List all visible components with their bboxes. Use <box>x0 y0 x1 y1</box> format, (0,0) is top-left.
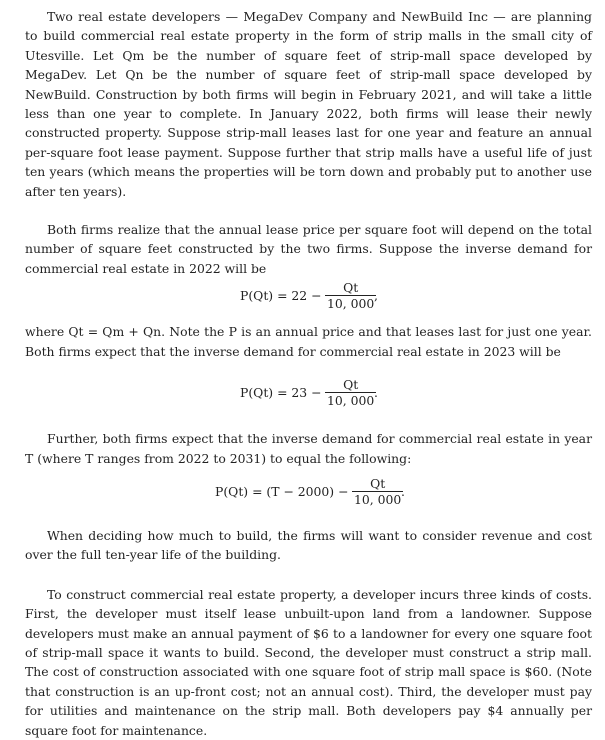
paragraph-demand-2023: where Qt = Qm + Qn. Note the P is an annual price and that leases last for just one year. Both firms expect that the inverse demand for commercial real estate in 2023 will be <box>25 324 592 359</box>
fraction-denominator: 10, 000 <box>327 393 375 409</box>
fraction-numerator: Qt <box>325 280 376 296</box>
equation-fraction <box>325 280 376 311</box>
equation-fraction <box>325 377 376 408</box>
paragraph-full-life: When deciding how much to build, the firms will want to consider revenue and cost over the full ten-year life of the building. <box>25 527 592 563</box>
paragraph-intro: Two real estate developers — MegaDev Company and NewBuild Inc — are planning to build commercial real estate property in the form of strip malls in the small city of Utesville. Let Qm be the number of square feet of strip-mall space developed by MegaDev. Let Qn be the number of square feet of strip-mall space developed by NewBuild. Construction by both firms will begin in February 2021, and will take a little less than one year to complete. In January 2022, both firms will lease their newly constructed property. Suppose strip-mall leases last for one year and feature an annual per-square foot lease payment. Suppose further that strip malls have a useful life of just ten years (which means the properties will be torn down and probably put to another use after ten years). <box>25 9 592 199</box>
equation-fraction <box>352 476 403 507</box>
equation-demand-2023 <box>25 375 592 419</box>
document-page <box>25 7 592 740</box>
equation-trail: , <box>374 288 378 304</box>
paragraph-demand-year-t: Further, both firms expect that the inverse demand for commercial real estate in year T (where T ranges from 2022 to 2031) to equal the following: <box>25 431 592 466</box>
equation-demand-year-t <box>25 474 592 518</box>
paragraph-costs: To construct commercial real estate property, a developer incurs three kinds of costs. First, the developer must itself lease unbuilt-upon land from a landowner. Suppose developers must make an annual payment of $6 to a landowner for every one square foot of strip-mall space it wants to build. Second, the developer must construct a strip mall. The cost of construction associated with one square foot of strip mall space is $60. (Note that construction is an up-front cost; not an annual cost). Third, the developer must pay for utilities and maintenance on the strip mall. Both developers pay $4 annually per square foot for maintenance. <box>25 586 592 738</box>
equation-trail: . <box>374 385 378 401</box>
paragraph-demand-2022: Both firms realize that the annual lease price per square foot will depend on the total number of square feet constructed by the two firms. Suppose the inverse demand for commercial real estate in 2022 will be <box>25 222 592 276</box>
equation-lhs: P(Qt) = 22 − <box>240 288 322 304</box>
fraction-numerator: Qt <box>325 377 376 393</box>
equation-trail: . <box>401 483 405 499</box>
fraction-numerator: Qt <box>352 476 403 492</box>
fraction-denominator: 10, 000 <box>354 491 402 507</box>
equation-demand-2022 <box>25 278 592 322</box>
equation-lhs: P(Qt) = 23 − <box>240 385 322 401</box>
equation-lhs: P(Qt) = (T − 2000) − <box>215 483 349 499</box>
fraction-denominator: 10, 000 <box>327 296 375 312</box>
